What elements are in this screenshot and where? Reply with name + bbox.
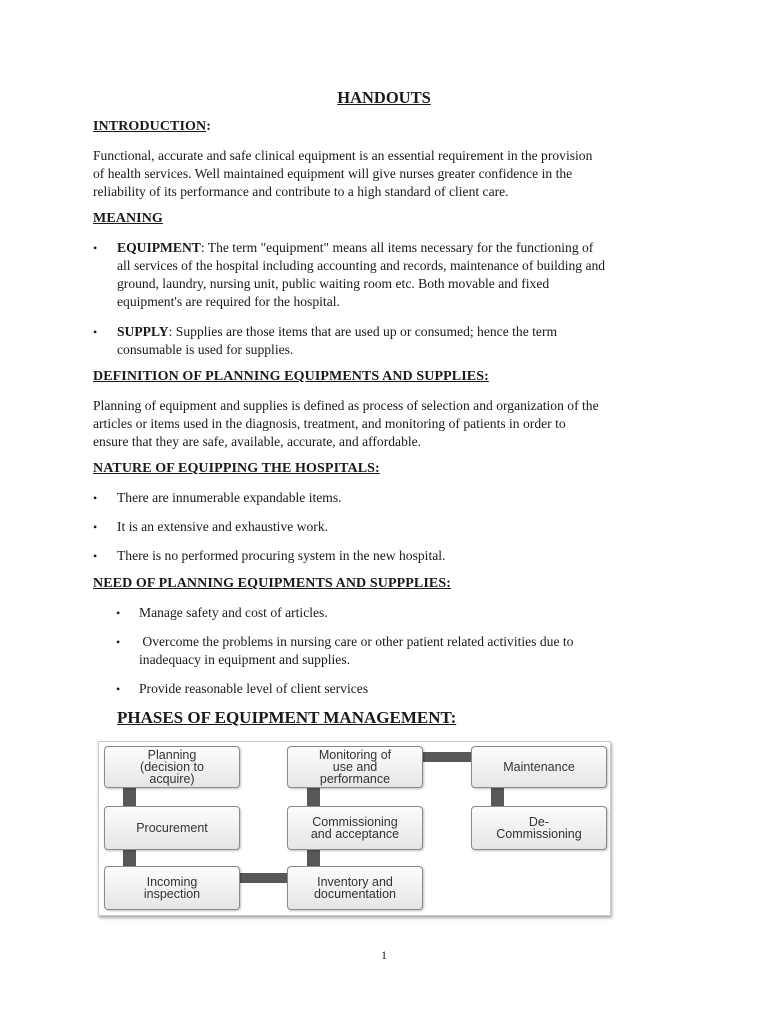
phase-label-line: Inventory and: [317, 875, 393, 889]
nature-item-text: There is no performed procuring system in the new hospital.: [117, 548, 446, 563]
need-item-text: Manage safety and cost of articles.: [139, 605, 328, 620]
need-item: [0, 604, 768, 622]
bullet-icon: •: [93, 325, 98, 339]
nature-item-text: It is an extensive and exhaustive work.: [117, 519, 329, 534]
phase-label-line: (decision to: [140, 760, 204, 774]
equipment-line: equipment's are required for the hospital.: [117, 294, 340, 309]
phase-label-line: inspection: [143, 887, 201, 901]
nature-item: [0, 547, 768, 565]
phase-label-line: acquire): [149, 772, 195, 786]
connector-commissioning-inventory: [307, 848, 320, 866]
phase-box-commissioning: [287, 806, 423, 850]
need-item-text: Overcome the problems in nursing care or other patient related activities due to: [139, 634, 574, 649]
definition-line: Planning of equipment and supplies is defined as process of selection and organization of the: [93, 398, 599, 413]
nature-item: [0, 489, 768, 507]
definition-heading: DEFINITION OF PLANNING EQUIPMENTS AND SUPPLIES:: [93, 369, 489, 384]
nature-item: [0, 518, 768, 536]
connector-incoming-inventory: [239, 873, 287, 883]
bullet-icon: •: [116, 635, 121, 649]
connector-maintenance-decommissioning: [491, 786, 504, 806]
phase-label-line: Maintenance: [503, 760, 575, 774]
introduction-line: of health services. Well maintained equipment will give nurses greater confidence in the: [93, 166, 573, 181]
page-number: 1: [381, 948, 387, 962]
introduction-heading: [93, 119, 211, 135]
introduction-line: Functional, accurate and safe clinical equipment is an essential requirement in the provision: [93, 148, 593, 163]
phase-label-line: Monitoring of: [318, 748, 392, 762]
phase-box-incoming-inspection: [104, 866, 240, 910]
equipment-line: all services of the hospital including accounting and records, maintenance of building and: [117, 258, 606, 273]
phase-label-line: Procurement: [136, 821, 208, 835]
connector-procurement-incoming: [123, 848, 136, 866]
need-heading: NEED OF PLANNING EQUIPMENTS AND SUPPPLIES:: [93, 576, 451, 591]
meaning-heading: MEANING: [93, 211, 163, 226]
definition-paragraph: [93, 397, 683, 451]
phase-box-inventory: [287, 866, 423, 910]
equipment-term: EQUIPMENT: [117, 240, 201, 255]
phases-heading: PHASES OF EQUIPMENT MANAGEMENT:: [117, 708, 457, 727]
phase-label-line: and acceptance: [310, 827, 400, 841]
bullet-icon: •: [93, 549, 98, 563]
supply-line: consumable is used for supplies.: [117, 342, 294, 357]
phase-label-line: Commissioning: [312, 815, 398, 829]
equipment-definition: : The term "equipment" means all items necessary for the functioning of: [200, 240, 594, 255]
phase-label-line: Commissioning: [496, 827, 582, 841]
bullet-icon: •: [116, 606, 121, 620]
phase-label-line: Planning: [147, 748, 197, 762]
introduction-heading-colon: :: [206, 119, 211, 134]
equipment-line: ground, laundry, nursing unit, public waiting room etc. Both movable and fixed: [117, 276, 550, 291]
bullet-icon: •: [93, 241, 98, 255]
introduction-line: reliability of its performance and contribute to a high standard of client care.: [93, 184, 509, 199]
introduction-heading-text: INTRODUCTION: [93, 119, 207, 134]
phase-label-line: use and: [332, 760, 378, 774]
connector-planning-procurement: [123, 786, 136, 806]
bullet-icon: •: [93, 491, 98, 505]
phase-label-line: performance: [319, 772, 391, 786]
supply-term: SUPPLY: [117, 324, 169, 339]
need-item-text: Provide reasonable level of client services: [139, 681, 369, 696]
bullet-icon: •: [93, 520, 98, 534]
phase-label-line: Incoming: [146, 875, 198, 889]
nature-item-text: There are innumerable expandable items.: [117, 490, 342, 505]
meaning-item-equipment: [0, 239, 768, 311]
bullet-icon: •: [116, 682, 121, 696]
nature-heading: NATURE OF EQUIPPING THE HOSPITALS:: [93, 461, 380, 476]
phase-label-line: documentation: [313, 887, 396, 901]
phase-box-maintenance: [471, 746, 607, 788]
meaning-item-supply: [0, 323, 768, 359]
phase-box-decommissioning: [471, 806, 607, 850]
page-title: HANDOUTS: [337, 88, 431, 107]
need-item: [0, 680, 768, 698]
supply-definition: : Supplies are those items that are used up or consumed; hence the term: [168, 324, 558, 339]
need-item-text: inadequacy in equipment and supplies.: [139, 652, 351, 667]
connector-monitoring-commissioning: [307, 786, 320, 806]
definition-line: articles or items used in the diagnosis, treatment, and monitoring of patients in order to: [93, 416, 566, 431]
phase-label-line: De-: [528, 815, 550, 829]
connector-monitoring-maintenance: [422, 752, 471, 762]
phase-box-planning: [104, 746, 240, 788]
phases-diagram: [98, 741, 611, 916]
definition-line: ensure that they are safe, available, accurate, and affordable.: [93, 434, 422, 449]
phase-box-procurement: [104, 806, 240, 850]
phase-box-monitoring: [287, 746, 423, 788]
introduction-paragraph: [93, 147, 683, 201]
need-item: [0, 633, 768, 669]
